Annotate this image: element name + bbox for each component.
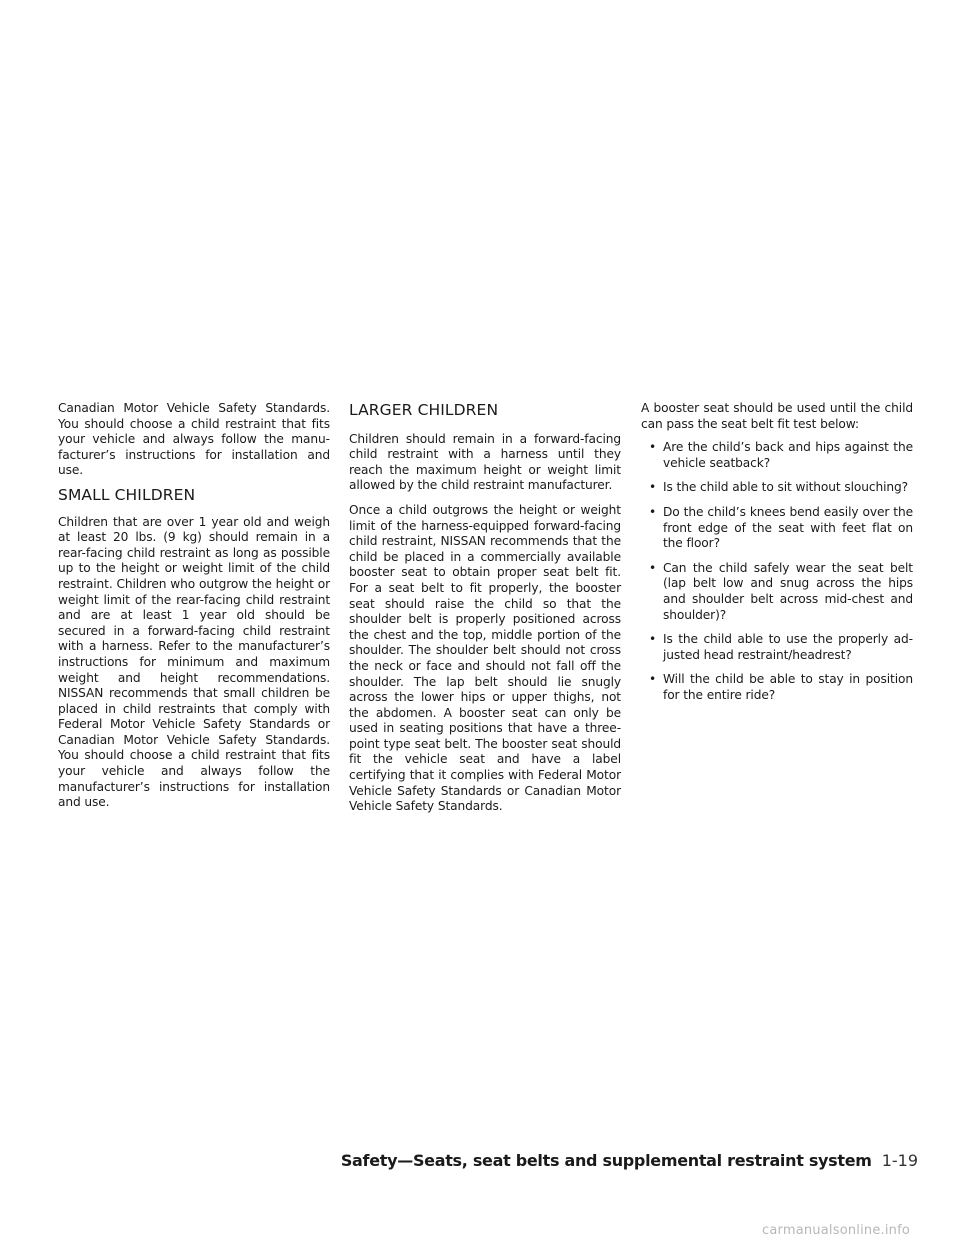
section-title: Safety—Seats, seat belts and supplemental restraint system: [340, 1151, 872, 1170]
page-footer: [341, 1151, 918, 1170]
small-children-paragraph: Children that are over 1 year old and weigh at least 20 lbs. (9 kg) should remain in a rear-facing child restraint as long as possible up to the height or weight limit of the child restraint. Children who outgrow the height or weight limit of the rear-facing child restraint and are at least 1 year old should be secured in a forward-facing child restraint with a harness. Refer to the manufacturer’s instructions for minimum and maximum weight and height recommendations. NISSAN recommends that small children be placed in child restraints that comply with Federal Motor Vehicle Safety Standards or Canadian Motor Vehicle Safety Standards. You should choose a child restraint that fits your vehicle and always follow the manufacturer’s instructions for installation and use.: [58, 514, 330, 810]
small-children-heading: SMALL CHILDREN: [58, 485, 196, 504]
list-item-text: Are the child’s back and hips against the vehicle seatback?: [663, 440, 913, 470]
intro-paragraph: Canadian Motor Vehicle Safety Standards. You should choose a child restraint that fits your vehicle and always follow the manufacturer’s instructions for installation and use.: [58, 401, 330, 478]
watermark-text[interactable]: carmanualsonline.info: [762, 1223, 911, 1238]
bullet-icon: •: [649, 440, 657, 455]
column-2: [349, 403, 621, 824]
booster-intro-paragraph: A booster seat should be used until the child can pass the seat belt fit test below:: [641, 401, 913, 431]
bullet-icon: •: [649, 632, 657, 647]
larger-children-heading: LARGER CHILDREN: [349, 401, 499, 419]
list-item: [641, 480, 913, 496]
list-item-text: Is the child able to use the properly adjusted head restraint/headrest?: [663, 632, 913, 662]
list-item: [641, 440, 913, 471]
page-number: 1-19: [881, 1151, 918, 1170]
list-item: [641, 632, 913, 663]
list-item: [641, 561, 913, 623]
list-item-text: Will the child be able to stay in position for the entire ride?: [663, 672, 913, 702]
bullet-icon: •: [649, 480, 657, 495]
column-3: [641, 401, 913, 713]
list-item: [641, 505, 913, 552]
list-item-text: Do the child’s knees bend easily over the front edge of the seat with feet flat on the floor?: [663, 504, 913, 551]
fit-test-list: [641, 440, 913, 703]
list-item: [641, 672, 913, 703]
list-item-text: Is the child able to sit without slouching?: [663, 480, 909, 495]
bullet-icon: •: [649, 504, 657, 519]
bullet-icon: •: [649, 672, 657, 687]
larger-children-paragraph-2: Once a child outgrows the height or weight limit of the harness-equipped forward-facing child restraint, NISSAN recommends that the child be placed in a commercially available booster seat to obtain proper seat belt fit. For a seat belt to fit properly, the booster seat should raise the child so that the shoulder belt is properly positioned across the chest and the top, middle portion of the shoulder. The shoulder belt should not cross the neck or face and should not fall off the shoulder. The lap belt should lie snugly across the lower hips or upper thighs, not the abdomen. A booster seat can only be used in seating positions that have a three-point type seat belt. The booster seat should fit the vehicle seat and have a label certifying that it complies with Federal Motor Vehicle Safety Standards or Canadian Motor Vehicle Safety Standards.: [349, 502, 621, 814]
bullet-icon: •: [649, 560, 657, 575]
larger-children-paragraph-1: Children should remain in a forward-facing child restraint with a harness until they reach the maximum height or weight limit allowed by the child restraint manufacturer.: [349, 431, 621, 493]
column-1: [58, 401, 330, 820]
list-item-text: Can the child safely wear the seat belt (lap belt low and snug across the hips and shoulder belt across mid-chest and shoulder)?: [663, 560, 913, 622]
